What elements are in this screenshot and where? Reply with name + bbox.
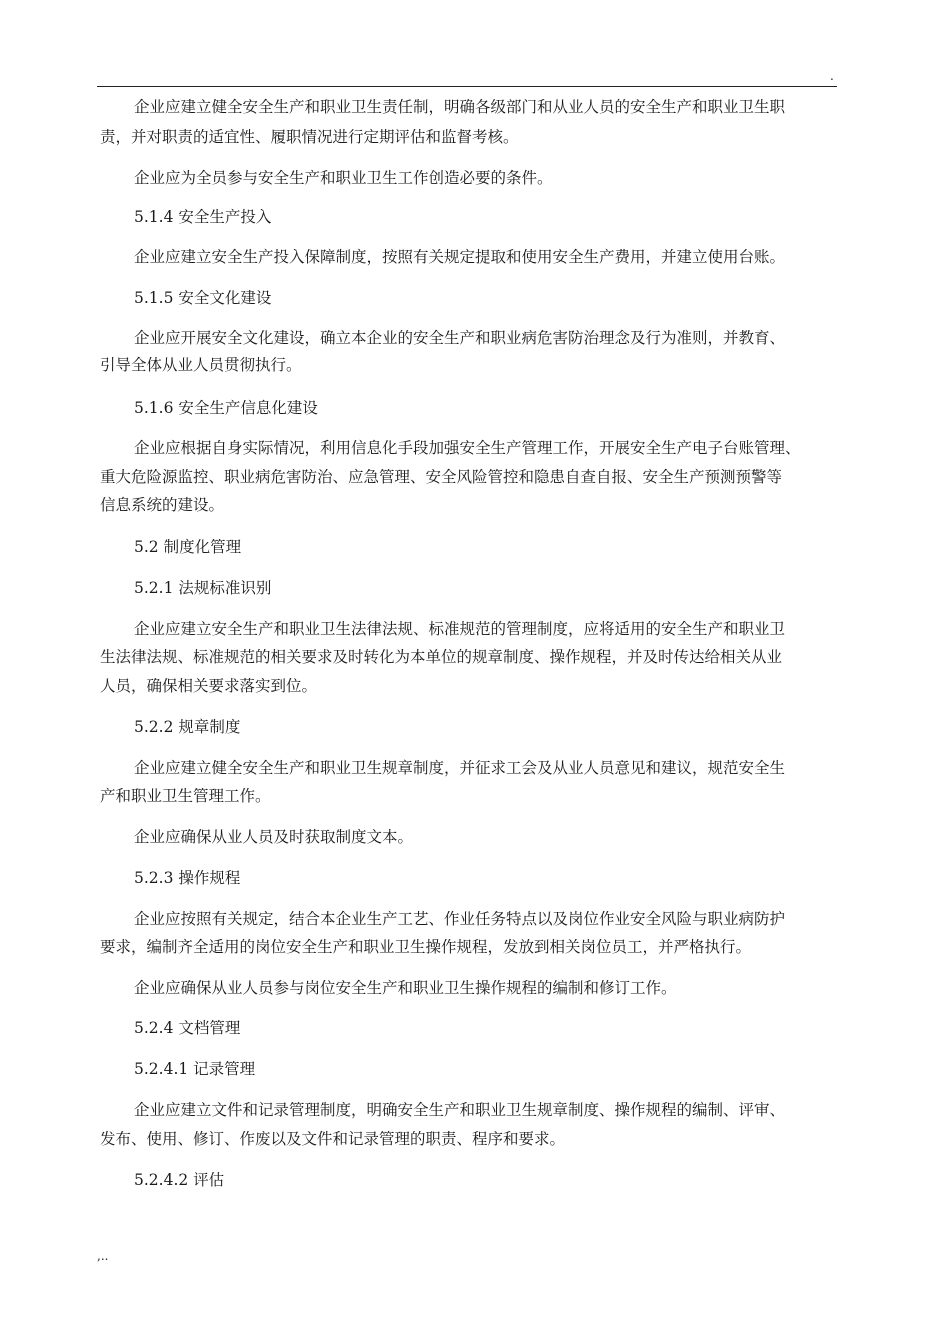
paragraph-line: 企业应确保从业人员及时获取制度文本。 — [134, 828, 414, 846]
footer-mark: ,.. — [97, 1249, 109, 1263]
paragraph-line: 发布、使用、修订、作废以及文件和记录管理的职责、程序和要求。 — [100, 1130, 566, 1148]
section-heading: 5.2.4.1 记录管理 — [134, 1060, 256, 1078]
section-heading: 5.2.3 操作规程 — [134, 869, 241, 887]
paragraph-line: 人员，确保相关要求落实到位。 — [100, 677, 318, 695]
paragraph-line: 企业应根据自身实际情况，利用信息化手段加强安全生产管理工作，开展安全生产电子台账管理、 — [134, 439, 801, 457]
section-heading: 5.1.5 安全文化建设 — [134, 289, 272, 307]
paragraph-line: 企业应确保从业人员参与岗位安全生产和职业卫生操作规程的编制和修订工作。 — [134, 979, 677, 997]
section-heading: 5.1.4 安全生产投入 — [134, 208, 272, 226]
paragraph-line: 企业应建立安全生产和职业卫生法律法规、标准规范的管理制度，应将适用的安全生产和职业卫 — [134, 620, 786, 638]
paragraph-line: 企业应建立文件和记录管理制度，明确安全生产和职业卫生规章制度、操作规程的编制、评审、 — [134, 1101, 786, 1119]
paragraph-line: 引导全体从业人员贯彻执行。 — [100, 356, 302, 374]
section-heading: 5.2.2 规章制度 — [134, 718, 241, 736]
section-heading: 5.2.1 法规标准识别 — [134, 579, 272, 597]
paragraph-line: 产和职业卫生管理工作。 — [100, 787, 271, 805]
section-heading: 5.2 制度化管理 — [134, 538, 242, 556]
paragraph-line: 信息系统的建设。 — [100, 496, 225, 514]
section-heading: 5.2.4.2 评估 — [134, 1171, 225, 1189]
paragraph-line: 企业应为全员参与安全生产和职业卫生工作创造必要的条件。 — [134, 169, 553, 187]
paragraph-line: 重大危险源监控、职业病危害防治、应急管理、安全风险管控和隐患自查自报、安全生产预测预警等 — [100, 468, 783, 486]
paragraph-line: 企业应建立健全安全生产和职业卫生规章制度，并征求工会及从业人员意见和建议，规范安全生 — [134, 759, 786, 777]
section-heading: 5.1.6 安全生产信息化建设 — [134, 399, 318, 417]
paragraph-line: 企业应开展安全文化建设，确立本企业的安全生产和职业病危害防治理念及行为准则，并教育、 — [134, 329, 786, 347]
header-mark: . — [830, 69, 834, 83]
section-heading: 5.2.4 文档管理 — [134, 1019, 241, 1037]
paragraph-line: 企业应建立安全生产投入保障制度，按照有关规定提取和使用安全生产费用，并建立使用台账。 — [134, 248, 786, 266]
paragraph-line: 责，并对职责的适宜性、履职情况进行定期评估和监督考核。 — [100, 128, 519, 146]
paragraph-line: 企业应建立健全安全生产和职业卫生责任制，明确各级部门和从业人员的安全生产和职业卫生职 — [134, 98, 786, 116]
paragraph-line: 企业应按照有关规定，结合本企业生产工艺、作业任务特点以及岗位作业安全风险与职业病防护 — [134, 910, 786, 928]
paragraph-line: 要求，编制齐全适用的岗位安全生产和职业卫生操作规程，发放到相关岗位员工，并严格执行。 — [100, 938, 752, 956]
paragraph-line: 生法律法规、标准规范的相关要求及时转化为本单位的规章制度、操作规程，并及时传达给相关从业 — [100, 648, 783, 666]
header-rule — [97, 86, 837, 87]
